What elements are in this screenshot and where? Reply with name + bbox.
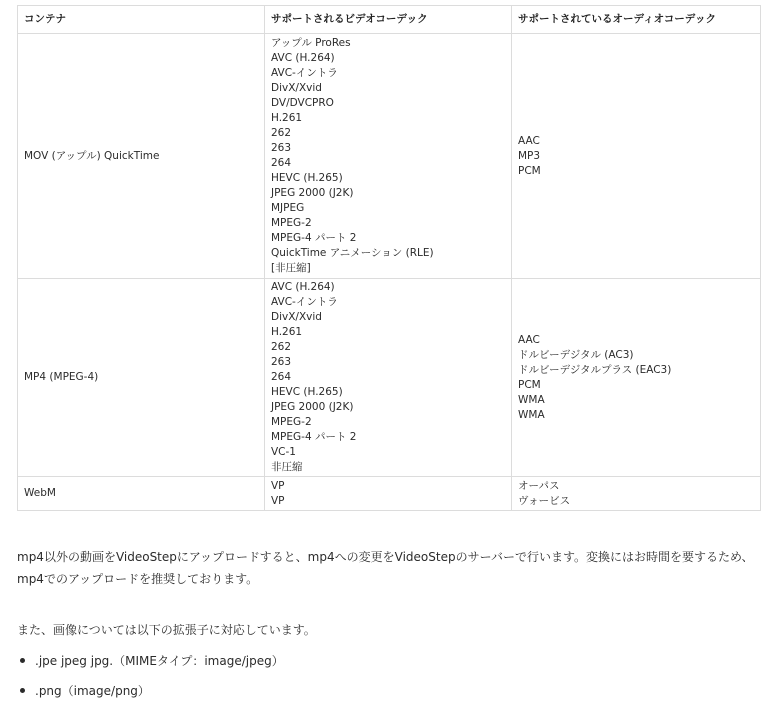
video-codec-item: DV/DVCPRO — [271, 97, 334, 109]
audio-codec-item: ドルビーデジタル (AC3) — [518, 348, 634, 361]
audio-codec-item: AAC — [518, 333, 540, 346]
video-codec-item: QuickTime アニメーション (RLE) — [271, 247, 434, 259]
video-codec-item: アップル ProRes — [271, 37, 351, 49]
video-codec-item: MPEG-2 — [271, 217, 312, 229]
video-codec-item: AVC (H.264) — [271, 281, 335, 293]
table-row-webm — [18, 477, 761, 511]
image-formats-intro: また、画像については以下の拡張子に対応しています。 — [17, 623, 316, 637]
list-item — [17, 650, 760, 672]
conversion-note — [17, 546, 760, 590]
cell-video-codecs — [265, 477, 512, 511]
bullet-icon — [20, 658, 25, 663]
video-codec-item: AVC-イントラ — [271, 67, 338, 79]
audio-codec-item: PCM — [518, 164, 541, 177]
video-codec-item: 264 — [271, 371, 292, 383]
codec-support-table — [17, 5, 761, 511]
table-row-mp4 — [18, 279, 761, 477]
video-codec-item: VP — [271, 479, 285, 492]
audio-codec-item: WMA — [518, 408, 545, 421]
video-codec-item: 262 — [271, 127, 292, 139]
audio-codec-item: WMA — [518, 393, 545, 406]
audio-codec-item: オーパス — [518, 479, 560, 492]
header-video-codecs: サポートされるビデオコーデック — [265, 6, 512, 34]
codec-table-wrapper — [17, 5, 760, 511]
cell-audio-codecs — [512, 34, 761, 279]
audio-codec-item: PCM — [518, 378, 541, 391]
video-codec-item: MPEG-2 — [271, 416, 312, 428]
video-codec-item: HEVC (H.265) — [271, 172, 343, 184]
header-audio-codecs: サポートされているオーディオコーデック — [512, 6, 761, 34]
video-codec-item: 262 — [271, 341, 292, 353]
extension-text: .jpe jpeg jpg.（MIMEタイプ：image/jpeg） — [35, 654, 284, 668]
cell-audio-codecs — [512, 279, 761, 477]
video-codec-item: VP — [271, 494, 285, 507]
video-codec-item: HEVC (H.265) — [271, 386, 343, 398]
video-codec-item: H.261 — [271, 326, 303, 338]
video-codec-item: H.261 — [271, 112, 303, 124]
audio-codec-item: ヴォービス — [518, 494, 571, 507]
extension-text: .png（image/png） — [35, 684, 150, 698]
video-codec-item: MPEG-4 パート 2 — [271, 431, 357, 443]
video-codec-item: 264 — [271, 157, 292, 169]
header-container: コンテナ — [18, 6, 265, 34]
audio-codec-item: MP3 — [518, 149, 541, 162]
cell-video-codecs — [265, 34, 512, 279]
video-codec-item: 263 — [271, 356, 292, 368]
list-item — [17, 680, 760, 702]
cell-container: MP4 (MPEG-4) — [18, 279, 265, 477]
audio-codec-item: ドルビーデジタルプラス (EAC3) — [518, 363, 672, 376]
bullet-icon — [20, 688, 25, 693]
video-codec-item: AVC-イントラ — [271, 296, 338, 308]
cell-container: WebM — [18, 477, 265, 511]
table-row-mov — [18, 34, 761, 279]
video-codec-item: AVC (H.264) — [271, 52, 335, 64]
image-extension-list — [17, 650, 760, 710]
conversion-note-line: mp4以外の動画をVideoStepにアップロードすると、mp4への変更をVideoStepのサーバーで行います。変換にはお時間を要するため、 — [17, 550, 754, 564]
video-codec-item: 263 — [271, 142, 292, 154]
table-header-row — [18, 6, 761, 34]
cell-video-codecs — [265, 279, 512, 477]
video-codec-item: VC-1 — [271, 446, 296, 458]
video-codec-item: MJPEG — [271, 202, 305, 214]
audio-codec-item: AAC — [518, 134, 540, 147]
video-codec-item: DivX/Xvid — [271, 82, 322, 94]
video-codec-item: MPEG-4 パート 2 — [271, 232, 357, 244]
cell-container: MOV (アップル) QuickTime — [18, 34, 265, 279]
conversion-note-line: mp4でのアップロードを推奨しております。 — [17, 572, 259, 586]
cell-audio-codecs — [512, 477, 761, 511]
video-codec-item: JPEG 2000 (J2K) — [271, 187, 354, 199]
video-codec-item: JPEG 2000 (J2K) — [271, 401, 354, 413]
video-codec-item: DivX/Xvid — [271, 311, 322, 323]
video-codec-item: [非圧縮] — [271, 262, 311, 274]
video-codec-item: 非圧縮 — [271, 461, 303, 473]
